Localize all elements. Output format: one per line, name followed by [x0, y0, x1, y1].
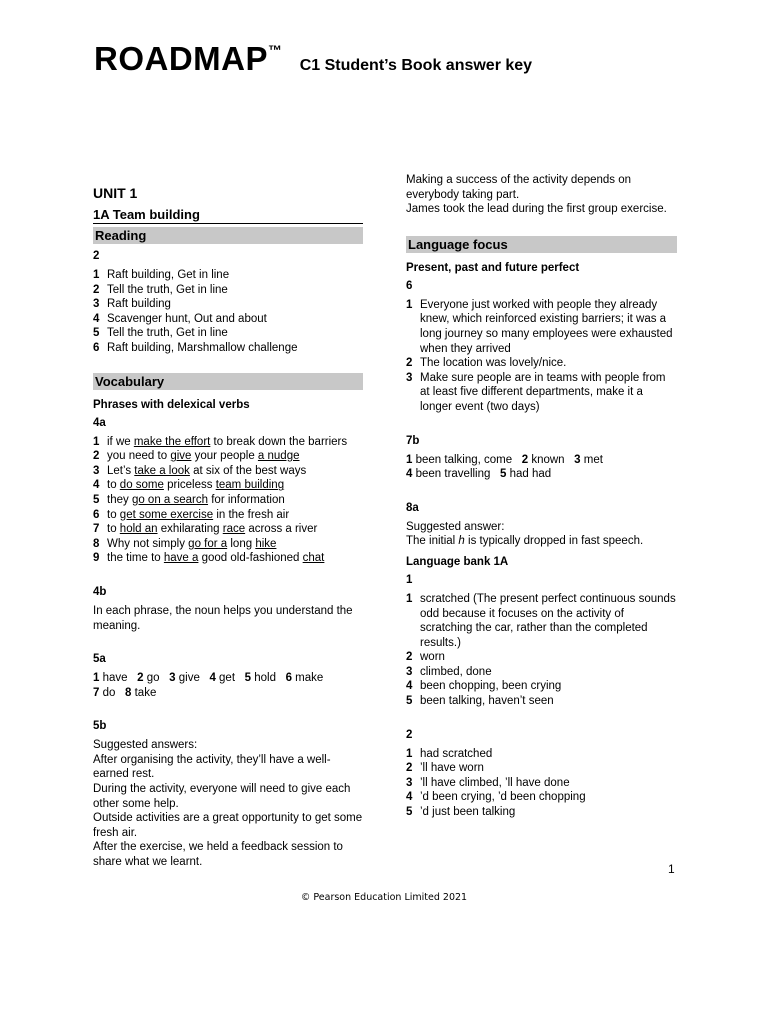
language-bank-heading: Language bank 1A — [406, 555, 509, 568]
list-item — [93, 478, 363, 493]
answer-4b: In each phrase, the noun helps you understand the meaning. — [93, 604, 353, 632]
item-number: 3 — [169, 672, 176, 685]
item-text — [107, 522, 363, 537]
item-text: been travelling — [412, 468, 491, 481]
text-fragment: exhilarating — [157, 523, 223, 536]
answers-5a — [93, 671, 363, 700]
exercise-number: 4b — [93, 585, 107, 598]
item-text: ’ll have climbed, ’ll have done — [420, 776, 570, 789]
language-focus-subheading: Present, past and future perfect — [406, 261, 580, 274]
item-text: have — [99, 672, 128, 685]
section-language-focus: Language focus — [406, 236, 677, 253]
item-number: 5 — [406, 806, 413, 819]
underlined-phrase: give — [170, 450, 192, 463]
answer-line: During the activity, everyone will need to give each other some help. — [93, 783, 351, 810]
item-text: Tell the truth, Get in line — [107, 283, 228, 296]
answer-line: Suggested answers: — [93, 739, 198, 752]
brand-title: ROADMAP™ — [94, 40, 283, 77]
text-fragment: across a river — [245, 523, 318, 536]
item-number: 4 — [93, 479, 100, 492]
list-item — [93, 464, 363, 479]
item-number: 3 — [574, 453, 581, 466]
answer-row — [93, 686, 363, 701]
item-text: Everyone just worked with people they already knew, which reinforced existing barriers; it was a long journey so many employees were exhausted when they arrived — [420, 298, 673, 355]
list-item — [406, 679, 677, 694]
answers-5b-continued — [406, 173, 677, 217]
item-text — [107, 478, 363, 493]
underlined-phrase: take a look — [134, 464, 190, 477]
item-number: 8 — [125, 686, 132, 699]
item-number: 4 — [93, 312, 100, 325]
exercise-number: 2 — [93, 250, 100, 262]
item-number: 2 — [406, 357, 413, 370]
item-number: 5 — [500, 468, 507, 481]
item-text: The location was lovely/nice. — [420, 357, 567, 370]
list-item — [406, 761, 677, 776]
exercise-number: 5b — [93, 720, 107, 733]
text-fragment: to — [107, 523, 120, 536]
item-text: worn — [420, 651, 445, 664]
underlined-phrase: do some — [119, 479, 164, 492]
answers-4a — [93, 435, 363, 566]
answer-8a-label: Suggested answer: — [406, 520, 505, 533]
item-text: give — [175, 672, 200, 685]
text-fragment: Let’s — [107, 464, 135, 477]
item-text: take — [131, 686, 157, 699]
list-item — [406, 298, 677, 356]
text-fragment: the time to — [107, 552, 164, 565]
list-item — [93, 537, 363, 552]
item-number: 5 — [93, 493, 100, 506]
item-text: Tell the truth, Get in line — [107, 327, 228, 340]
answer-line: After the exercise, we held a feedback session to share what we learnt. — [93, 841, 343, 869]
item-number: 2 — [137, 672, 144, 685]
item-number: 1 — [406, 453, 413, 466]
list-item — [406, 747, 677, 762]
item-number: 6 — [285, 672, 292, 685]
lesson-title: 1A Team building — [93, 207, 363, 224]
answer-line: Making a success of the activity depends on everybody taking part. — [406, 174, 632, 201]
item-number: 1 — [406, 298, 413, 311]
item-text: known — [528, 453, 565, 466]
answer-row — [406, 453, 677, 468]
item-text: do — [99, 686, 116, 699]
item-text — [107, 464, 363, 479]
item-text — [107, 435, 363, 450]
right-column — [406, 173, 677, 820]
item-text — [107, 537, 363, 552]
text-fragment: good old-fashioned — [198, 552, 303, 565]
underlined-phrase: race — [222, 523, 246, 536]
item-text: Make sure people are in teams with people from at least five different departments, make it a longer event (two days) — [420, 371, 666, 413]
exercise-number: 7b — [406, 434, 420, 447]
item-text: met — [580, 453, 603, 466]
list-item — [93, 341, 363, 356]
underlined-phrase: chat — [302, 552, 325, 565]
list-item — [93, 522, 363, 537]
item-text — [107, 493, 363, 508]
list-item — [93, 268, 363, 283]
item-number: 2 — [93, 283, 100, 296]
item-text: been talking, haven’t seen — [420, 695, 554, 708]
item-number: 3 — [406, 776, 413, 789]
item-number: 5 — [406, 695, 413, 708]
item-number: 3 — [406, 371, 413, 384]
item-number: 7 — [93, 523, 100, 536]
text-fragment: to break down the barriers — [210, 435, 348, 448]
item-text — [107, 449, 363, 464]
answer-line: After organising the activity, they’ll have a well-earned rest. — [93, 753, 331, 781]
list-item — [93, 326, 363, 341]
item-number: 3 — [93, 298, 100, 311]
item-text: climbed, done — [420, 665, 492, 678]
item-number: 5 — [244, 672, 252, 685]
list-item — [93, 449, 363, 464]
item-number: 6 — [93, 341, 100, 354]
item-number: 4 — [406, 680, 413, 693]
underlined-phrase: a nudge — [257, 450, 300, 463]
list-item — [406, 371, 677, 415]
underlined-phrase: hike — [255, 537, 277, 550]
text-fragment: long — [227, 537, 256, 550]
unit-title: UNIT 1 — [93, 185, 138, 201]
language-bank-answers-1 — [406, 592, 677, 709]
exercise-number: 4a — [93, 416, 106, 429]
text-fragment: they — [107, 493, 132, 506]
underlined-phrase: go for a — [188, 537, 228, 550]
list-item — [93, 435, 363, 450]
exercise-number: 8a — [406, 501, 419, 514]
item-text: scratched (The present perfect continuous sounds odd because it focuses on the activity of scratching the car, rather than the completed results.) — [420, 592, 676, 649]
answers-7b — [406, 453, 677, 482]
answer-line: Outside activities are a great opportunity to get some fresh air. — [93, 812, 363, 839]
item-text: ’d been crying, ’d been chopping — [420, 791, 586, 804]
item-number: 1 — [93, 672, 100, 685]
item-text: ’ll have worn — [420, 762, 484, 775]
item-number: 7 — [93, 686, 100, 699]
item-number: 1 — [406, 592, 413, 605]
left-column — [93, 173, 363, 870]
exercise-number: 6 — [406, 279, 413, 292]
text-fragment: at six of the best ways — [189, 464, 307, 477]
underlined-phrase: hold an — [119, 523, 158, 536]
underlined-phrase: make the effort — [133, 435, 211, 448]
list-item — [406, 790, 677, 805]
item-number: 3 — [93, 464, 100, 477]
answer-8a: The initial h is typically dropped in fast speech. — [406, 535, 644, 548]
text-fragment: Why not simply — [107, 537, 189, 550]
document-header — [94, 40, 532, 78]
answer-row — [93, 671, 363, 686]
item-number: 5 — [93, 327, 100, 340]
answers-6 — [406, 298, 677, 415]
text-fragment: to — [107, 479, 120, 492]
item-number: 2 — [93, 450, 100, 463]
item-text: Raft building, Marshmallow challenge — [107, 341, 298, 354]
item-number: 1 — [93, 435, 100, 448]
item-number: 8 — [93, 537, 100, 550]
underlined-phrase: team building — [215, 479, 285, 492]
list-item — [93, 312, 363, 327]
text-fragment: priceless — [163, 479, 216, 492]
section-reading: Reading — [93, 227, 363, 244]
item-number: 4 — [406, 791, 413, 804]
reading-answers — [93, 268, 363, 356]
item-text: been talking, come — [412, 453, 513, 466]
list-item — [406, 776, 677, 791]
item-text: had had — [506, 468, 552, 481]
item-number: 2 — [406, 651, 413, 664]
item-text: had scratched — [420, 747, 493, 760]
text-fragment: for information — [208, 493, 285, 506]
item-text — [107, 551, 363, 566]
list-item — [93, 508, 363, 523]
text-fragment: to — [107, 508, 120, 521]
page-number: 1 — [668, 862, 675, 876]
item-text — [107, 508, 363, 523]
item-text: Raft building — [107, 298, 171, 311]
item-text: hold — [251, 672, 276, 685]
list-item — [406, 694, 677, 709]
item-text: Scavenger hunt, Out and about — [107, 312, 267, 325]
list-item — [406, 650, 677, 665]
text-fragment: you need to — [107, 450, 171, 463]
exercise-number: 5a — [93, 653, 106, 666]
item-number: 4 — [209, 672, 216, 685]
language-bank-answers-2 — [406, 747, 677, 820]
exercise-number: 1 — [406, 573, 413, 586]
underlined-phrase: go on a search — [131, 493, 209, 506]
item-number: 2 — [521, 453, 529, 466]
item-number: 9 — [93, 552, 100, 565]
item-text: get — [215, 672, 236, 685]
item-number: 2 — [406, 762, 413, 775]
list-item — [93, 297, 363, 312]
item-text: make — [291, 672, 324, 685]
list-item — [406, 592, 677, 650]
list-item — [93, 283, 363, 298]
item-text: Raft building, Get in line — [107, 269, 230, 281]
answer-row — [406, 467, 677, 482]
copyright: © Pearson Education Limited 2021 — [300, 892, 468, 903]
trademark: ™ — [268, 42, 283, 58]
item-number: 1 — [406, 747, 413, 760]
item-number: 1 — [93, 269, 100, 281]
list-item — [406, 356, 677, 371]
item-text: ’d just been talking — [420, 806, 516, 819]
answer-line: James took the lead during the first group exercise. — [406, 203, 667, 216]
list-item — [93, 551, 363, 566]
underlined-phrase: get some exercise — [119, 508, 214, 521]
exercise-number: 2 — [406, 728, 413, 741]
item-number: 6 — [93, 508, 100, 521]
list-item — [406, 665, 677, 680]
section-vocabulary: Vocabulary — [93, 373, 363, 390]
list-item — [93, 493, 363, 508]
underlined-phrase: have a — [163, 552, 199, 565]
item-text: go — [143, 672, 160, 685]
item-number: 4 — [406, 468, 413, 481]
text-fragment: your people — [191, 450, 258, 463]
vocabulary-subheading: Phrases with delexical verbs — [93, 398, 250, 411]
answers-5b — [93, 738, 363, 869]
text-fragment: in the fresh air — [213, 508, 290, 521]
item-text: been chopping, been crying — [420, 680, 562, 693]
item-number: 3 — [406, 665, 413, 678]
document-subtitle: C1 Student’s Book answer key — [299, 57, 533, 74]
text-fragment: if we — [107, 435, 134, 448]
list-item — [406, 805, 677, 820]
